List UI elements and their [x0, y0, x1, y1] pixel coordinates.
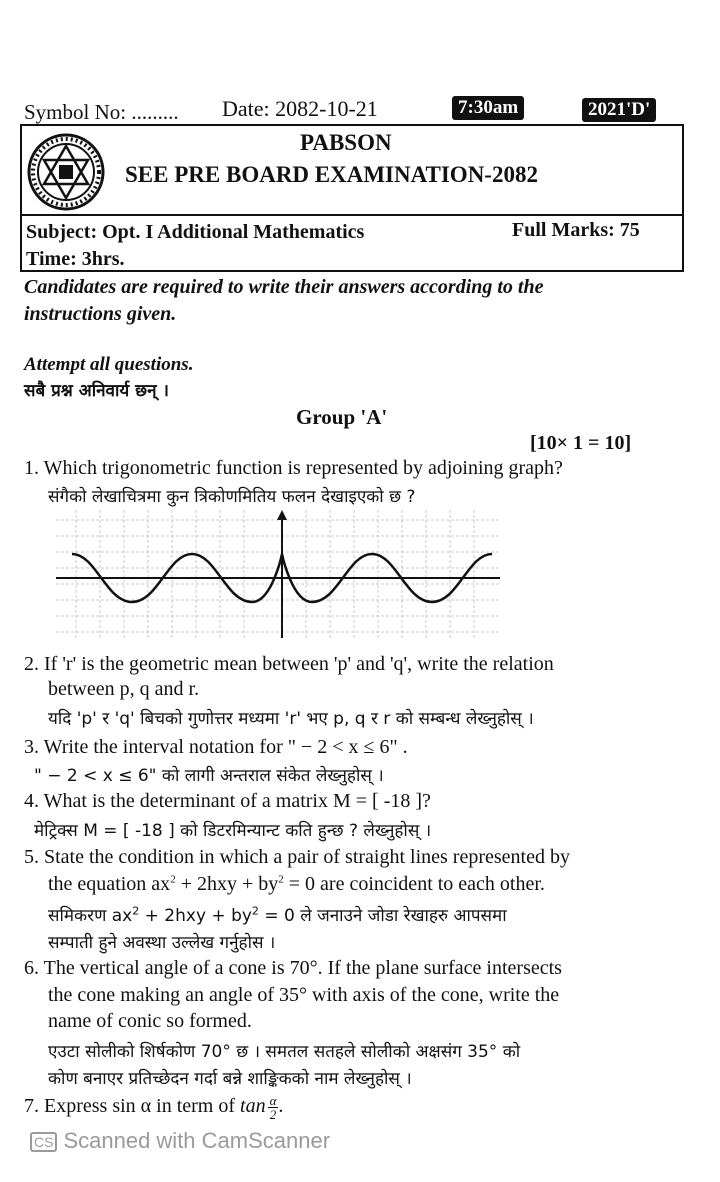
- instruction-line-1: Candidates are required to write their answers according to the: [24, 276, 544, 298]
- q5-text-1: 5. State the condition in which a pair of straight lines represented by: [24, 846, 570, 868]
- exam-title: SEE PRE BOARD EXAMINATION-2082: [125, 162, 538, 187]
- exam-header-box: [20, 124, 684, 272]
- q6-text-np-2: कोण बनाएर प्रतिच्छेदन गर्दा बन्ने शाङ्किकको नाम लेख्नुहोस् ।: [48, 1069, 412, 1089]
- group-title: Group 'A': [296, 405, 388, 429]
- q5-text-np-1: समिकरण $ax^2 + 2hxy + by^2 = 0$ ले जनाउने जोडा रेखाहरु आपसमा: [48, 904, 507, 926]
- q6-text-1: 6. The vertical angle of a cone is 70°. If the plane surface intersects: [24, 957, 562, 979]
- q5-text-np-2: सम्पाती हुने अवस्था उल्लेख गर्नुहोस ।: [48, 933, 276, 953]
- camscanner-logo-icon: CS: [30, 1132, 57, 1152]
- code-badge: 2021'D': [582, 98, 656, 122]
- q5-text-2: the equation $ax^2 + 2hxy + by^2 = 0$ are coincident to each other.: [48, 873, 545, 895]
- q6-text-2: the cone making an angle of 35° with axis of the cone, write the: [48, 984, 560, 1006]
- header-divider: [22, 214, 682, 216]
- q6-text-3: name of conic so formed.: [48, 1010, 252, 1032]
- y-axis-arrow-icon: [277, 510, 287, 520]
- camscanner-watermark: CS Scanned with CamScanner: [30, 1128, 330, 1154]
- q4-text-np: मेट्रिक्स M = [ -18 ] को डिटरमिन्यान्ट कति हुन्छ ? लेख्नुहोस् ।: [34, 821, 432, 841]
- exam-duration: Time: 3hrs.: [26, 248, 125, 270]
- time-badge: 7:30am: [452, 96, 524, 120]
- q2-text-np: यदि 'p' र 'q' बिचको गुणोत्तर मध्यमा 'r' भए p, q र r को सम्बन्ध लेख्नुहोस् ।: [48, 709, 534, 729]
- instruction-line-2: instructions given.: [24, 303, 177, 325]
- cosine-graph: [56, 510, 500, 640]
- q7-text: 7. Express sin α in term of tan $\frac{\alpha}{2}$ .: [24, 1093, 284, 1122]
- q2-text-2: between p, q and r.: [48, 678, 200, 700]
- exam-date: Date: 2082-10-21: [222, 96, 378, 121]
- group-marks: [10× 1 = 10]: [530, 432, 632, 454]
- attempt-all-en: Attempt all questions.: [24, 354, 194, 375]
- alpha-over-two-fraction: $\frac{\alpha}{2}$: [269, 1093, 277, 1122]
- q2-text-1: 2. If 'r' is the geometric mean between 'p' and 'q', write the relation: [24, 653, 554, 675]
- subject-label: Subject: Opt. I Additional Mathematics: [26, 221, 365, 243]
- attempt-all-np: सबै प्रश्न अनिवार्य छन् ।: [24, 381, 169, 401]
- full-marks: Full Marks: 75: [512, 219, 640, 241]
- q4-text: 4. What is the determinant of a matrix M = [ -18 ]?: [24, 790, 431, 812]
- q1-text: 1. Which trigonometric function is represented by adjoining graph?: [24, 457, 563, 479]
- q1-text-np: संगैको लेखाचित्रमा कुन त्रिकोणमितिय फलन देखाइएको छ ?: [48, 487, 416, 507]
- school-name: PABSON: [300, 130, 392, 155]
- q3-text: 3. Write the interval notation for " − 2 < x ≤ 6" .: [24, 736, 408, 758]
- school-logo-seal: [26, 132, 106, 212]
- q3-text-np: " − 2 < x ≤ 6" को लागी अन्तराल संकेत लेख्नुहोस् ।: [34, 766, 384, 786]
- symbol-number: Symbol No: .........: [24, 100, 179, 124]
- q6-text-np-1: एउटा सोलीको शिर्षकोण 70° छ । समतल सतहले सोलीको अक्षसंग 35° को: [48, 1042, 521, 1062]
